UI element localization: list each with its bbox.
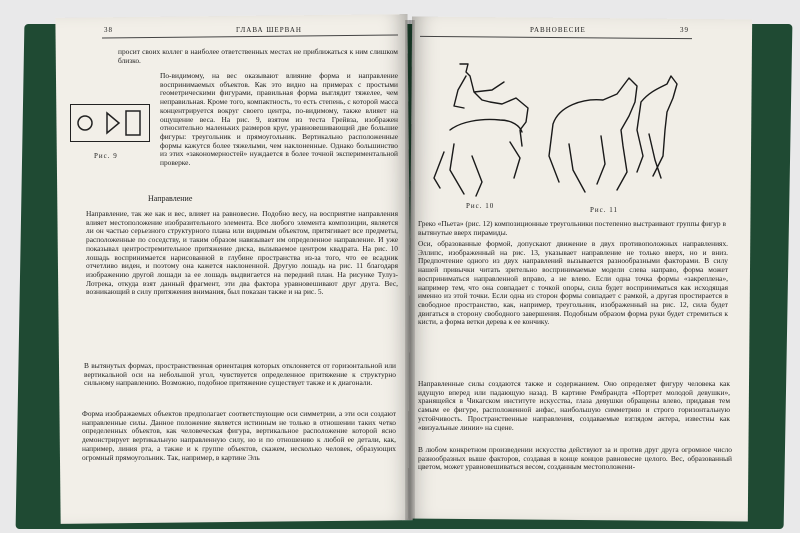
right-paragraph-3: Направленные силы создаются также и содержанием. Оно определяет фигуру человека как идущую вперед или падающую назад. В картине Рембрандта «Портрет молодой девушки», хранящейся в Чикагском институте искусства, глаза девушки обращены влево, придавая тем самым ее фигуре, расположенной анфас, наибольшую симметрию и строго горизонтальную устойчивость. Пространственные направления, создаваемые взглядом актера, известны как «визуальные линии» на сцене. — [418, 380, 730, 432]
left-running-head: ГЛАВА ШЕРВАН — [236, 26, 302, 34]
left-page-number: 38 — [104, 26, 113, 34]
book-gutter — [405, 20, 415, 520]
figure-10-horse-rider — [430, 60, 540, 200]
left-paragraph-1: По-видимому, на вес оказывают влияние форма и направление воспринимаемых объектов. Как это видно на примерах с простыми геометрическими фигурами, правильная форма выглядит тяжелее, чем неправильная. Кроме того, компактность, то есть степень, с которой масса концентрируется вокруг своего центра, по-видимому, также влияет на ощущение веса. На рис. 9, взятом из теста Грейвза, изображен относительно маленьких размеров круг, уравновешивающий две большие фигуры: треугольник и прямоугольник. Вертикально расположенные формы кажутся более тяжелыми, чем наклоненные. Однако большинство из этих «закономерностей» нуждается в более точной экспериментальной проверке. — [160, 72, 398, 168]
left-paragraph-3: В вытянутых формах, пространственная ориентация которых отклоняется от горизонтальной или вертикальной оси на небольшой угол, чувствуется определенное притяжение к структурно сильному направлению. Возможно, подобное притяжение существует также и к диагонали. — [84, 362, 396, 388]
right-paragraph-1: Греко «Пьета» (рис. 12) композиционные треугольники постепенно выстраивают группы фигур в вытянутые вверх пирамиды. — [418, 220, 726, 237]
right-page-number: 39 — [680, 26, 689, 34]
right-paragraph-2: Оси, образованные формой, допускают движение в двух противоположных направлениях. Эллипс, изображенный на рис. 13, указывает направление не только вверх, но и вниз. Предпочтение одного из двух направлений вызывается разнообразными факторами. В силу нашей привычки читать зрительно воспринимаемые модели слева направо, форма может восприниматься направленной вправо, а не влево. Если одна точка формы «закреплена», например тем, что она совпадает с точкой опоры, сила будет восприниматься как исходящая именно из этой точки. Если одна из сторон формы совпадает с рамкой, а другая простирается в свободное пространство, как, например, треугольник, изображенный на рис. 12, сила будет двигаться в сторону свободного завершения. Подобным образом форма руки будет стремиться к кисти, а форма ветки дерева к ее кончику. — [418, 240, 728, 327]
right-paragraph-4: В любом конкретном произведении искусства действуют за и против друг друга огромное число разнообразных выше факторов, создавая в конце концов равновесие целого. Вес, образованный цветом, может уравновешиваться весом, созданным местоположени- — [418, 446, 732, 472]
figure-11-caption: Рис. 11 — [590, 206, 618, 214]
left-paragraph-4: Форма изображаемых объектов предполагает соответствующие оси симметрии, а эти оси создают направленные силы. Данное положение является истинным не только в отношении таких четко определенных объектов, как человеческая фигура, вертикальное расположение которой ясно демонстрирует вертикальную направленную силу, но и по отношению к любой ее детали, как, например, линия рта, а также и к группе объектов, скажем, несколько человек, образующих огромный прямоугольник. Так, например, в картине Эль — [82, 410, 396, 462]
figure-9 — [70, 104, 150, 142]
figure-10-caption: Рис. 10 — [466, 202, 495, 210]
section-heading-direction: Направление — [148, 194, 193, 203]
left-paragraph-2: Направление, так же как и вес, влияет на равновесие. Подобно весу, на восприятие направления влияет местоположение изобразительного элемента. Все любого элемента композиции, является ли он частью серьезного структурного плана или видимым объектом, притягивает все предметы, расположенные по соседству, и таким образом навязывает им определенное направление. И уже показывал центростремительное притяжение диска, вызываемое центром квадрата. На рис. 10 лошадь воспринимается нарисованной в глубине пространства из-за того, что ее всадник отчетливо виден, и поэтому она кажется наклоненной. Другую лошадь на рис. 11 благодаря изображению другой лошади за ее лошадь выдвигается на передний план. На рисунке Тулуз-Лотрека, откуда взят данный фрагмент, эти два фактора уравновешивают друг друга. Вес, возникающий в силу притяжения внимания, был показан также и на рис. 5. — [86, 210, 398, 297]
figure-11-horses — [545, 72, 685, 202]
right-running-head: РАВНОВЕСИЕ — [530, 26, 586, 34]
figure-9-caption: Рис. 9 — [94, 152, 118, 160]
left-intro-text: просит своих коллег в наиболее ответственных местах не приближаться к ним слишком близко. — [118, 48, 398, 65]
